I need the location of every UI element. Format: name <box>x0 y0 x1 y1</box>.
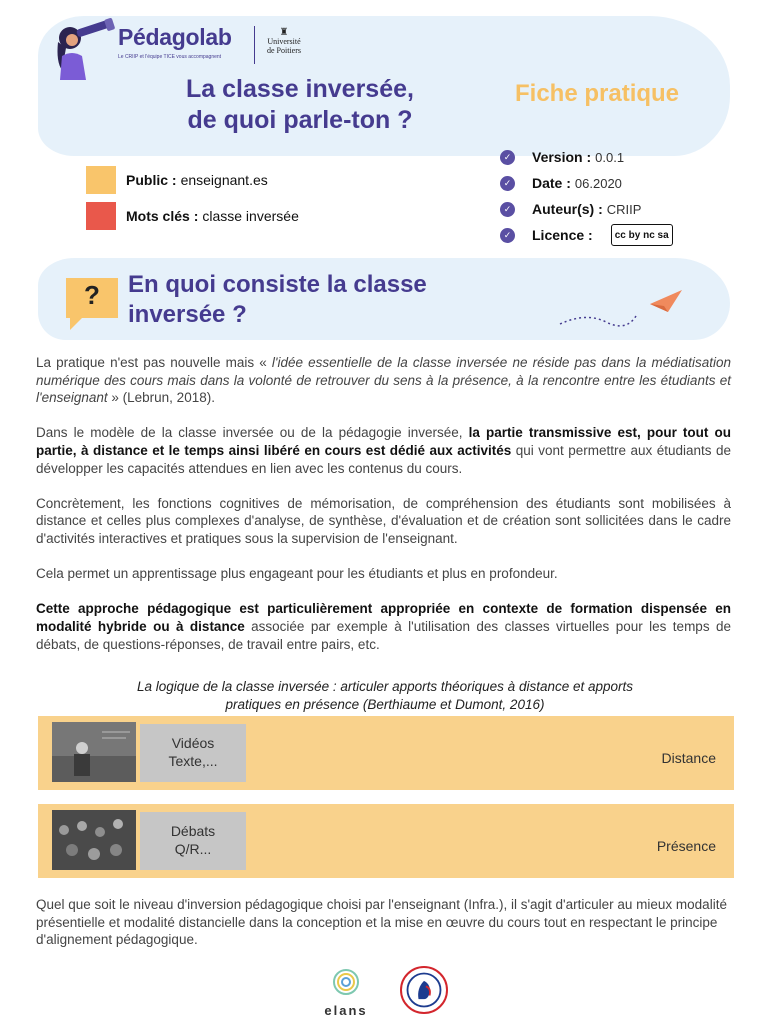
emphasis: la partie transmissive est, pour tout ou partie, à distance et le temps ainsi libéré en cours est dédié aux activités <box>36 425 731 458</box>
public-swatch <box>86 166 116 194</box>
author-value: CRIIP <box>606 201 642 217</box>
licence-label: Licence : <box>532 227 593 243</box>
elans-logo[interactable] <box>318 966 374 1018</box>
question-mark-icon: ? <box>84 280 100 310</box>
check-circle-icon: ✓ <box>500 150 515 165</box>
keywords-swatch <box>86 202 116 230</box>
paragraph-1: La pratique n'est pas nouvelle mais « l'idée essentielle de la classe inversée ne réside pas dans la médiatisation numérique des cours mais dans la volonté de retrouver du sens à la présence, à la rencontre entre les étudiants et l'enseignant » (Lebrun, 2018). <box>36 355 732 406</box>
doc-type-label: Fiche pratique <box>515 80 680 107</box>
woman-with-telescope-icon <box>48 18 118 80</box>
paragraph-2: Dans le modèle de la classe inversée ou de la pédagogie inversée, la partie transmissive est, pour tout ou partie, à distance et le temps ainsi libéré en cours est dédié aux activités qui vont permettre aux étudiants de développer les capacités attendues en lien avec les contenus du cours. <box>36 425 731 476</box>
paragraph-3: Concrètement, les fonctions cognitives de mémorisation, de compréhension des étudiants sont mobilisées à distance et celles plus complexes d'analyse, de synthèse, d'évaluation et de création sont sollicitées dans le cadre d'activités interactives et pratiques sous la supervision de l'enseignant. <box>36 495 731 546</box>
version-value: 0.0.1 <box>595 149 625 165</box>
pedagolab-logo[interactable] <box>48 18 308 80</box>
body-text <box>36 354 731 671</box>
section-title: En quoi consiste la classe inversée ? <box>128 271 427 328</box>
university-line1: Université <box>267 37 301 46</box>
tags-block <box>86 166 299 238</box>
distance-label: Distance <box>661 750 716 766</box>
title-line1: La classe inversée, <box>186 75 414 103</box>
page-title <box>150 74 450 136</box>
brand-tagline: Le CRIIP et l'équipe TICE vous accompagnent <box>118 54 222 60</box>
elans-swirl-icon <box>328 966 364 996</box>
metadata-list <box>500 144 673 248</box>
presence-label: Présence <box>656 838 716 854</box>
quote: l'idée essentielle de la classe inversée ne réside pas dans la médiatisation numérique des cours mais dans la volonté de retrouver du sens à la présence, à la rencontre entre les étudiants et l'enseignant <box>36 355 732 406</box>
paragraph-5: Cette approche pédagogique est particulièrement appropriée en contexte de formation dispensée en modalité hybride ou à distance associée par exemple à l'utilisation des classes virtuelles pour les temps de débats, de questions-réponses, de travail entre pairs, etc. <box>36 601 731 652</box>
classroom-photo <box>52 810 136 870</box>
university-line2: de Poitiers <box>267 46 301 55</box>
version-label: Version : <box>532 149 592 165</box>
meta-licence <box>500 222 673 248</box>
university-logo <box>260 28 308 55</box>
meta-author <box>500 196 673 222</box>
meta-date <box>500 170 673 196</box>
author-label: Auteur(s) : <box>532 201 603 217</box>
brand-name: Pédagolab <box>118 24 232 50</box>
question-bubble <box>66 278 118 318</box>
content-box-distance: Vidéos Texte,... <box>140 724 246 782</box>
keywords-label: Mots clés : <box>126 208 199 224</box>
check-circle-icon: ✓ <box>500 176 515 191</box>
check-circle-icon: ✓ <box>500 202 515 217</box>
presence-band <box>38 804 734 878</box>
closing-paragraph: Quel que soit le niveau d'inversion pédagogique choisi par l'enseignant (Infra.), il s'agit d'articuler au mieux modalité présentielle et modalité distancielle dans la conception et la mise en œuvre du cours tout en respectant le principe d'alignement pédagogique. <box>36 897 727 948</box>
check-circle-icon: ✓ <box>500 228 515 243</box>
date-label: Date : <box>532 175 571 191</box>
lecture-photo <box>52 722 136 782</box>
public-label: Public : <box>126 172 177 188</box>
university-crest-icon: ♜ <box>279 27 289 38</box>
emphasis: Cette approche pédagogique est particulièrement appropriée en contexte de formation dispensée en modalité hybride ou à distance <box>36 601 731 634</box>
distance-band <box>38 716 734 790</box>
paper-plane-icon <box>556 282 686 330</box>
title-line2: de quoi parle-ton ? <box>187 106 413 134</box>
keywords-value: classe inversée <box>202 208 299 224</box>
tag-public <box>86 166 299 194</box>
date-value: 06.2020 <box>574 175 622 191</box>
elans-wordmark: elans <box>324 1003 368 1018</box>
investir-avenir-logo[interactable] <box>400 966 448 1014</box>
public-value: enseignant.es <box>180 172 268 188</box>
meta-version <box>500 144 673 170</box>
creative-commons-badge[interactable]: cc by nc sa <box>611 224 673 246</box>
content-box-presence: Débats Q/R... <box>140 812 246 870</box>
paragraph-4: Cela permet un apprentissage plus engageant pour les étudiants et plus en profondeur. <box>36 566 558 582</box>
figure-caption: La logique de la classe inversée : articuler apports théoriques à distance et apports pratiques en présence (Berthiaume et Dumont, 2016) <box>136 679 634 712</box>
tag-keywords <box>86 202 299 230</box>
logo-divider <box>254 26 255 64</box>
